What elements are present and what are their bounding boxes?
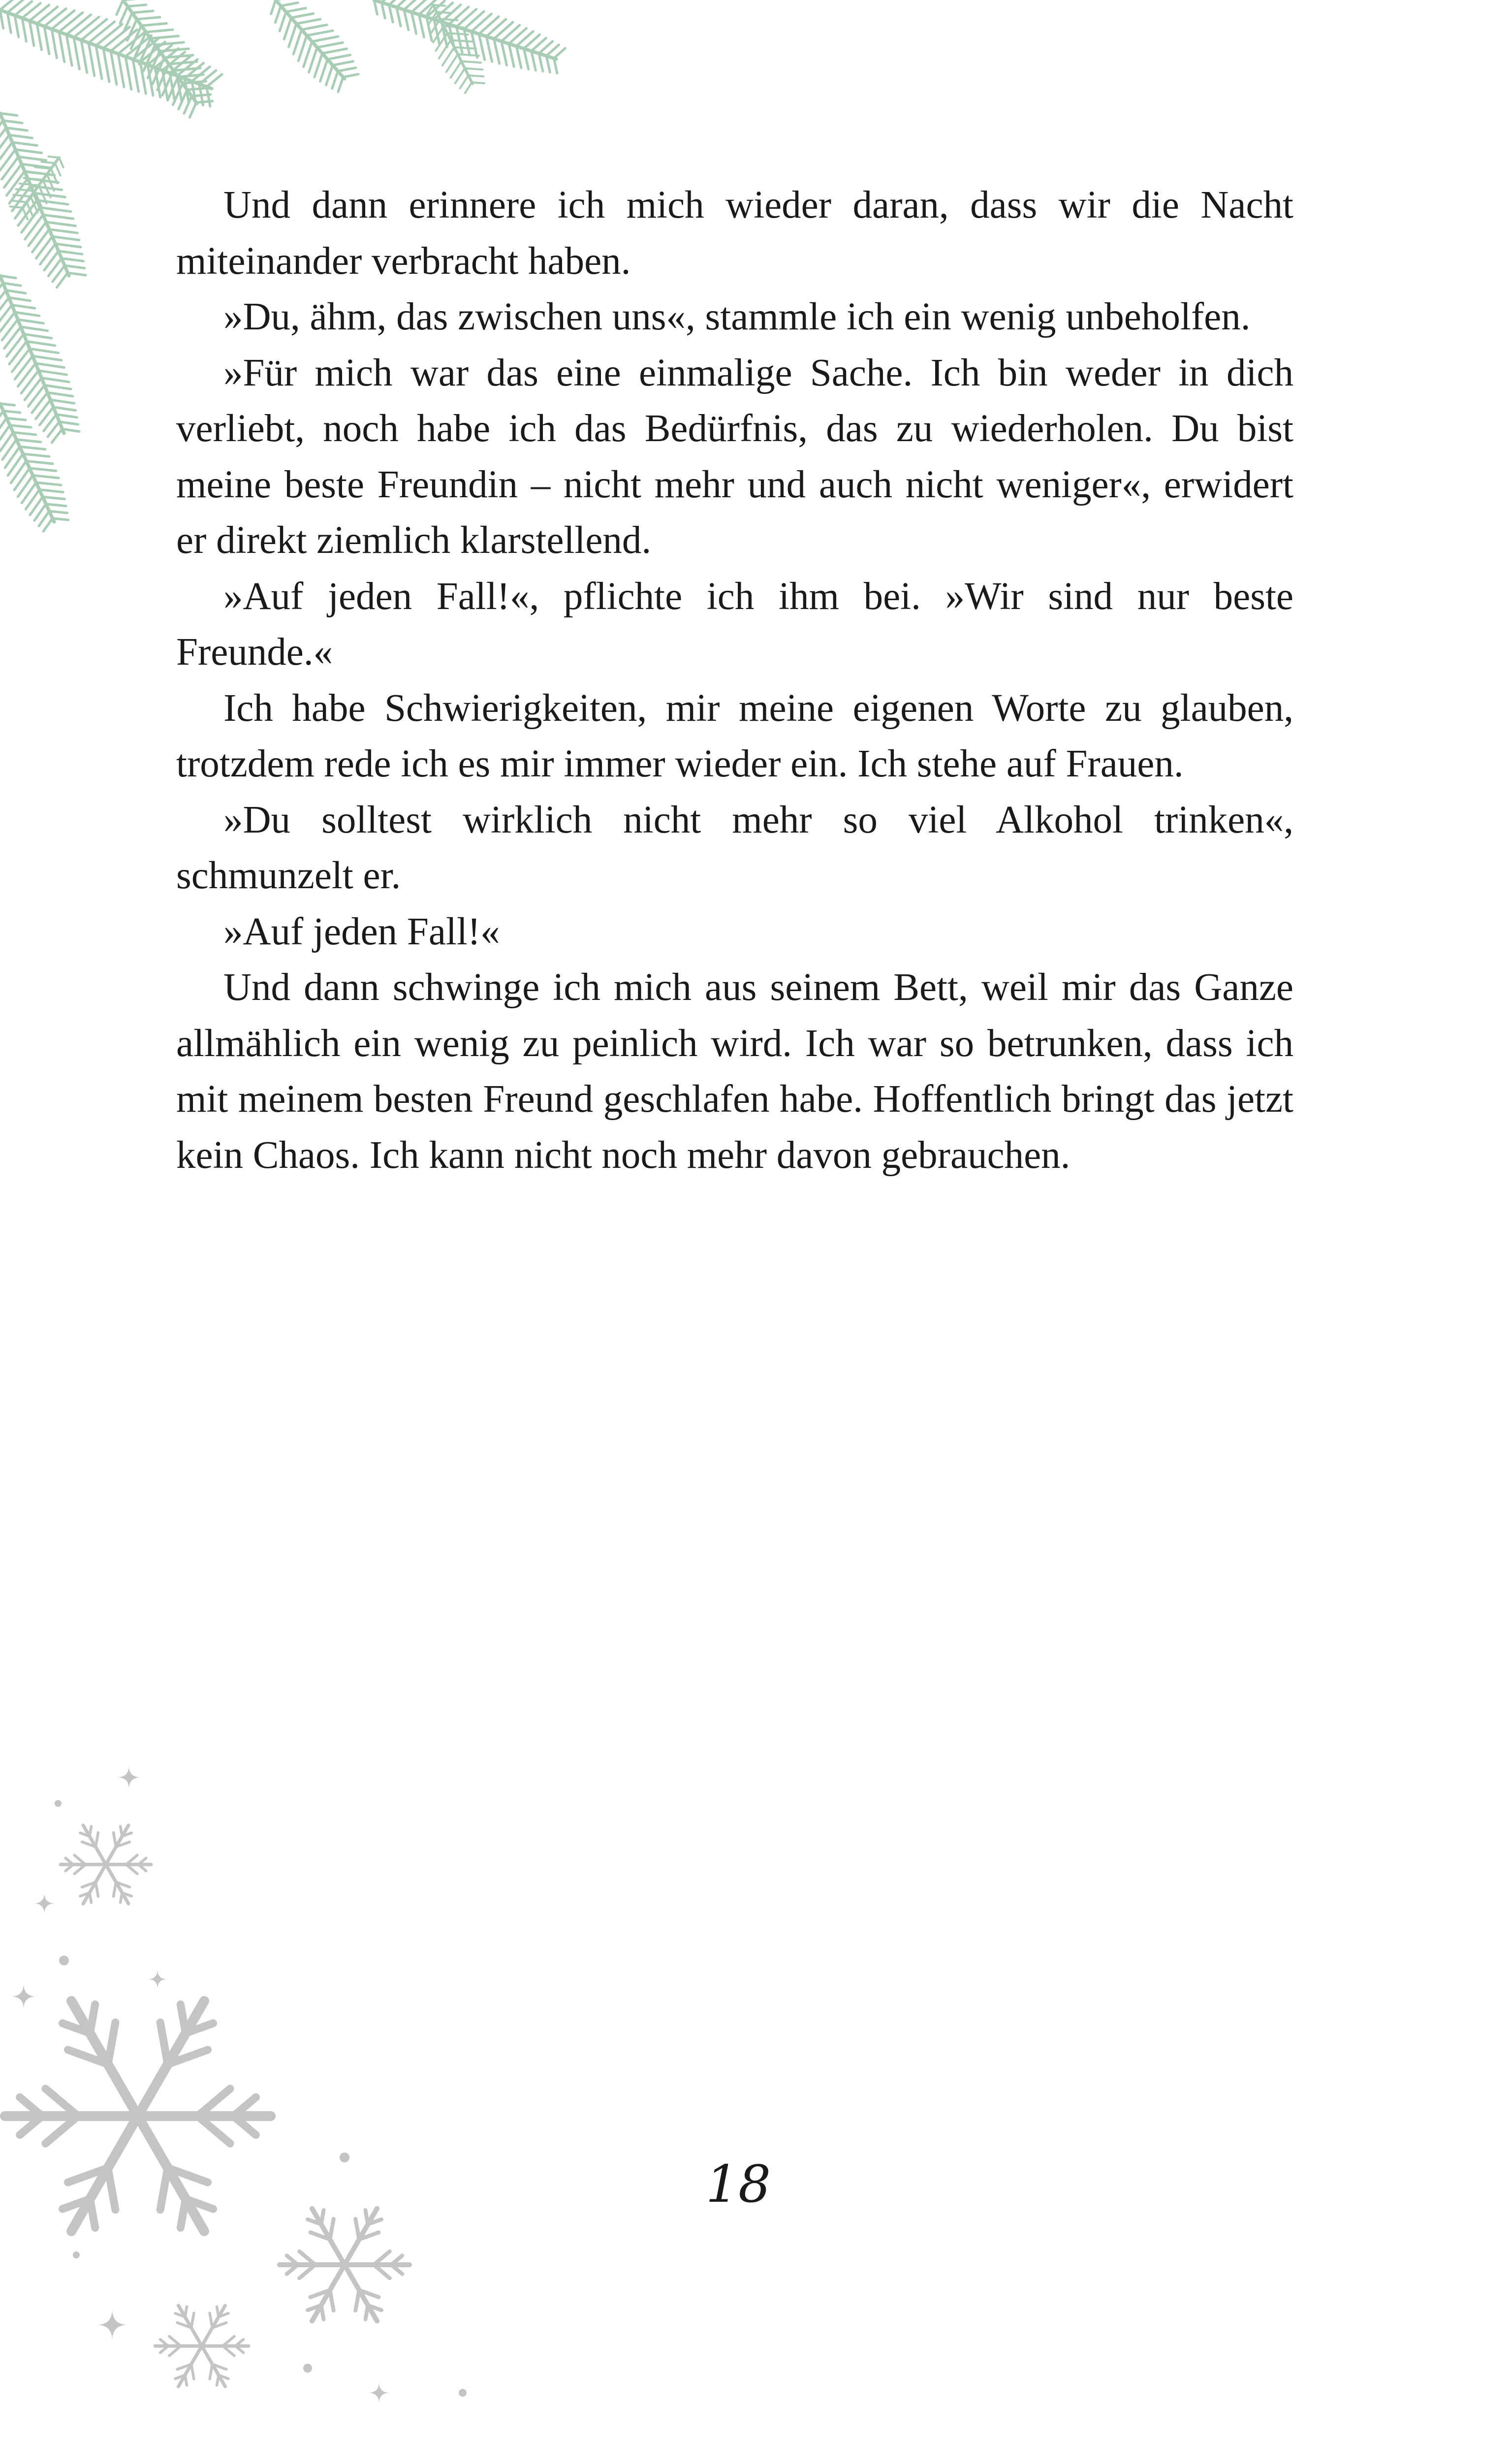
- paragraph: »Auf jeden Fall!«: [223, 910, 500, 953]
- snowflake-decoration: [0, 1753, 492, 2443]
- paragraph: Ich habe Schwierigkeiten, mir meine eigenen Worte zu glauben, trotzdem rede ich es mir immer wieder ein. Ich stehe auf Frauen.: [176, 686, 1293, 785]
- paragraph: Und dann schwinge ich mich aus seinem Bett, weil mir das Ganze allmählich ein wenig zu peinlich wird. Ich war so betrunken, dass ich mit meinem besten Freund geschlafen habe. Hoffentlich bringt das jetzt kein Chaos. Ich kann nicht noch mehr davon gebrauchen.: [176, 966, 1293, 1177]
- paragraph: »Du solltest wirklich nicht mehr so viel Alkohol trinken«, schmunzelt er.: [176, 798, 1293, 897]
- paragraph: »Du, ähm, das zwischen uns«, stammle ich ein wenig unbeholfen.: [223, 295, 1251, 338]
- page-number: 18: [705, 2154, 771, 2214]
- body-text: [176, 177, 1293, 1183]
- paragraph: »Für mich war das eine einmalige Sache. Ich bin weder in dich verliebt, noch habe ich das Bedürfnis, das zu wiederholen. Du bist meine beste Freundin – nicht mehr und auch nicht weniger«, erwidert er direkt ziemlich klarstellend.: [176, 351, 1293, 562]
- paragraph: »Auf jeden Fall!«, pflichte ich ihm bei. »Wir sind nur beste Freunde.«: [176, 575, 1293, 674]
- paragraph: Und dann erinnere ich mich wieder daran, dass wir die Nacht miteinander verbracht haben.: [176, 184, 1293, 283]
